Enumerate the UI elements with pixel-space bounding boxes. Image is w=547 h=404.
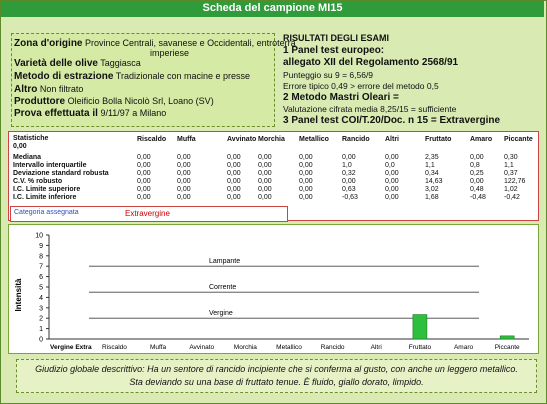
table-cell: 0,00 bbox=[227, 162, 241, 169]
sample-row-value: imperiese bbox=[150, 48, 190, 58]
table-cell: 1,1 bbox=[425, 162, 435, 169]
row-label: I.C. Limite superiore bbox=[13, 186, 81, 193]
data-bar bbox=[500, 336, 514, 339]
sample-row bbox=[14, 84, 83, 95]
result-line: 1 Panel test europeo: bbox=[283, 45, 385, 56]
y-tick-label: 5 bbox=[39, 284, 43, 292]
table-cell: 0,0 bbox=[385, 162, 395, 169]
table-cell: 14,63 bbox=[425, 178, 443, 185]
result-line: 2 Metodo Mastri Oleari = bbox=[283, 92, 399, 103]
column-header: Muffa bbox=[177, 136, 196, 143]
x-tick-label: Muffa bbox=[150, 344, 167, 351]
x-tick-label: Altri bbox=[370, 344, 382, 351]
column-header: Piccante bbox=[504, 136, 533, 143]
sample-row bbox=[14, 71, 250, 82]
x-tick-label: Riscaldo bbox=[101, 344, 127, 351]
row-label: Intervallo interquartile bbox=[13, 162, 87, 169]
y-tick-label: 3 bbox=[39, 305, 43, 313]
x-tick-label: Fruttato bbox=[408, 344, 432, 351]
table-cell: 3,02 bbox=[425, 186, 439, 193]
table-cell: 0,00 bbox=[299, 186, 313, 193]
sample-row bbox=[150, 48, 189, 58]
row-label: Deviazione standard robusta bbox=[13, 170, 109, 177]
table-cell: 0,00 bbox=[258, 186, 272, 193]
column-header: Metallico bbox=[299, 136, 329, 143]
result-line: 3 Panel test COI/T.20/Doc. n 15 = Extravergine bbox=[283, 115, 501, 126]
table-cell: 0,30 bbox=[504, 154, 518, 161]
table-cell: 0,48 bbox=[470, 186, 484, 193]
column-header: Fruttato bbox=[425, 136, 452, 143]
category-box bbox=[10, 206, 288, 222]
sample-row-value: Province Centrali, savanese e Occidentali, entroterra bbox=[85, 38, 296, 48]
band-label: Vergine bbox=[209, 310, 233, 318]
band-label: Lampante bbox=[209, 258, 241, 266]
sample-row-label: Prova effettuata il bbox=[14, 108, 98, 119]
judgement-line-1: Giudizio globale descrittivo: Ha un sentore di rancido incipiente che si conferma al gusto, con anche un leggero metallico. bbox=[35, 364, 518, 374]
stat-header: Statistiche bbox=[13, 135, 49, 142]
table-cell: 0,00 bbox=[258, 162, 272, 169]
y-tick-label: 8 bbox=[39, 253, 43, 261]
table-cell: 0,00 bbox=[137, 186, 151, 193]
column-header: Riscaldo bbox=[137, 136, 167, 143]
table-cell: 0,00 bbox=[385, 186, 399, 193]
table-cell: 0,00 bbox=[385, 170, 399, 177]
sample-row bbox=[14, 58, 141, 69]
table-cell: 2,35 bbox=[425, 154, 439, 161]
table-cell: 0,00 bbox=[258, 178, 272, 185]
table-cell: 0,25 bbox=[470, 170, 484, 177]
table-cell: 0,00 bbox=[258, 194, 272, 201]
table-cell: -0,48 bbox=[470, 194, 486, 201]
table-cell: 0,00 bbox=[177, 170, 191, 177]
table-cell: 0,00 bbox=[137, 162, 151, 169]
result-line: allegato XII del Regolamento 2568/91 bbox=[283, 57, 459, 68]
table-cell: -0,63 bbox=[342, 194, 358, 201]
sample-row-label: Zona d'origine bbox=[14, 38, 83, 49]
table-cell: 1,1 bbox=[504, 162, 514, 169]
table-cell: 1,0 bbox=[342, 162, 352, 169]
table-cell: 0,00 bbox=[177, 154, 191, 161]
x-tick-label: Amaro bbox=[453, 344, 474, 351]
y-axis-label: Intensità bbox=[14, 278, 23, 312]
table-cell: 0,34 bbox=[425, 170, 439, 177]
table-cell: 0,00 bbox=[177, 162, 191, 169]
table-cell: -0,42 bbox=[504, 194, 520, 201]
sample-row-value: Non filtrato bbox=[39, 84, 84, 94]
y-tick-label: 2 bbox=[39, 315, 43, 323]
intensity-chart-svg bbox=[9, 225, 538, 353]
column-header: Rancido bbox=[342, 136, 370, 143]
table-cell: 0,00 bbox=[177, 194, 191, 201]
table-cell: 0,00 bbox=[385, 194, 399, 201]
x-tick-label: Morchia bbox=[233, 344, 257, 351]
results-panel bbox=[283, 33, 539, 125]
table-cell: 0,00 bbox=[227, 154, 241, 161]
column-header: Altri bbox=[385, 136, 399, 143]
y-tick-label: 0 bbox=[39, 336, 43, 344]
y-tick-label: 4 bbox=[39, 294, 43, 302]
table-cell: 0,00 bbox=[299, 194, 313, 201]
stat-subheader: 0,00 bbox=[13, 143, 27, 150]
table-cell: 0,00 bbox=[227, 170, 241, 177]
table-cell: 0,00 bbox=[137, 178, 151, 185]
table-cell: 0,00 bbox=[258, 170, 272, 177]
table-cell: 0,00 bbox=[299, 162, 313, 169]
row-label: I.C. Limite inferiore bbox=[13, 194, 77, 201]
results-heading: RISULTATI DEGLI ESAMI bbox=[283, 33, 389, 43]
sample-row-value: Tradizionale con macine e presse bbox=[115, 71, 251, 81]
table-cell: 0,00 bbox=[177, 186, 191, 193]
column-header: Morchia bbox=[258, 136, 285, 143]
table-cell: 0,00 bbox=[299, 178, 313, 185]
sample-row bbox=[14, 96, 214, 107]
table-cell: 0,00 bbox=[137, 194, 151, 201]
table-cell: 0,00 bbox=[385, 178, 399, 185]
sample-row-label: Altro bbox=[14, 84, 38, 95]
judgement-line-2: Sta deviando su una base di fruttato tenue. È fluido, giallo dorato, limpido. bbox=[129, 377, 424, 387]
column-header: Avvinato bbox=[227, 136, 257, 143]
y-tick-label: 6 bbox=[39, 274, 43, 282]
result-line: Errore tipico 0,49 > errore del metodo 0,5 bbox=[283, 81, 439, 91]
title-bar bbox=[1, 1, 544, 17]
table-cell: 0,00 bbox=[227, 194, 241, 201]
table-cell: 0,00 bbox=[177, 178, 191, 185]
table-cell: 0,00 bbox=[385, 154, 399, 161]
table-cell: 0,32 bbox=[342, 170, 356, 177]
y-tick-label: 10 bbox=[35, 232, 43, 240]
table-cell: 0,00 bbox=[137, 154, 151, 161]
table-cell: 0,00 bbox=[227, 186, 241, 193]
table-cell: 0,00 bbox=[137, 170, 151, 177]
table-cell: 0,00 bbox=[470, 178, 484, 185]
sample-row-value: 9/11/97 a Milano bbox=[100, 108, 167, 118]
judgement-box bbox=[16, 359, 537, 393]
data-bar bbox=[413, 315, 427, 339]
table-cell: 0,00 bbox=[470, 154, 484, 161]
table-cell: 0,8 bbox=[470, 162, 480, 169]
table-cell: 0,63 bbox=[342, 186, 356, 193]
table-cell: 0,00 bbox=[342, 178, 356, 185]
x-tick-label: Piccante bbox=[494, 344, 520, 351]
table-cell: 1,68 bbox=[425, 194, 439, 201]
category-value: Extravergine bbox=[125, 209, 170, 218]
table-cell: 0,00 bbox=[299, 154, 313, 161]
x-tick-label: Avvinato bbox=[189, 344, 215, 351]
band-label: Corrente bbox=[209, 284, 237, 292]
y-tick-label: 9 bbox=[39, 242, 43, 250]
table-cell: 0,00 bbox=[258, 154, 272, 161]
sample-row-value: Oleificio Bolla Nicolò Srl, Loano (SV) bbox=[67, 96, 214, 106]
result-line: Punteggio su 9 = 6,56/9 bbox=[283, 70, 374, 80]
sample-row-label: Varietà delle olive bbox=[14, 58, 98, 69]
table-cell: 0,37 bbox=[504, 170, 518, 177]
result-line: Valutazione cifrata media 8,25/15 = sufficiente bbox=[283, 104, 457, 114]
sample-row bbox=[14, 108, 166, 119]
y-tick-label: 7 bbox=[39, 263, 43, 271]
y-tick-label: 1 bbox=[39, 326, 43, 334]
intensity-chart bbox=[8, 224, 539, 354]
table-cell: 1,02 bbox=[504, 186, 518, 193]
sample-row-label: Metodo di estrazione bbox=[14, 71, 114, 82]
column-header: Amaro bbox=[470, 136, 493, 143]
x-tick-label: Vergine Extra bbox=[50, 344, 92, 351]
table-cell: 122,76 bbox=[504, 178, 526, 185]
x-tick-label: Rancido bbox=[320, 344, 345, 351]
category-label: Categoria assegnata bbox=[14, 209, 79, 216]
row-label: C.V. % robusto bbox=[13, 178, 63, 185]
table-cell: 0,00 bbox=[342, 154, 356, 161]
sample-row-label: Produttore bbox=[14, 96, 66, 107]
table-cell: 0,00 bbox=[299, 170, 313, 177]
table-cell: 0,00 bbox=[227, 178, 241, 185]
sample-row-value: Taggiasca bbox=[100, 58, 141, 68]
row-label: Mediana bbox=[13, 154, 42, 161]
x-tick-label: Metallico bbox=[276, 344, 302, 351]
page-title: Scheda del campione MI15 bbox=[202, 2, 343, 14]
